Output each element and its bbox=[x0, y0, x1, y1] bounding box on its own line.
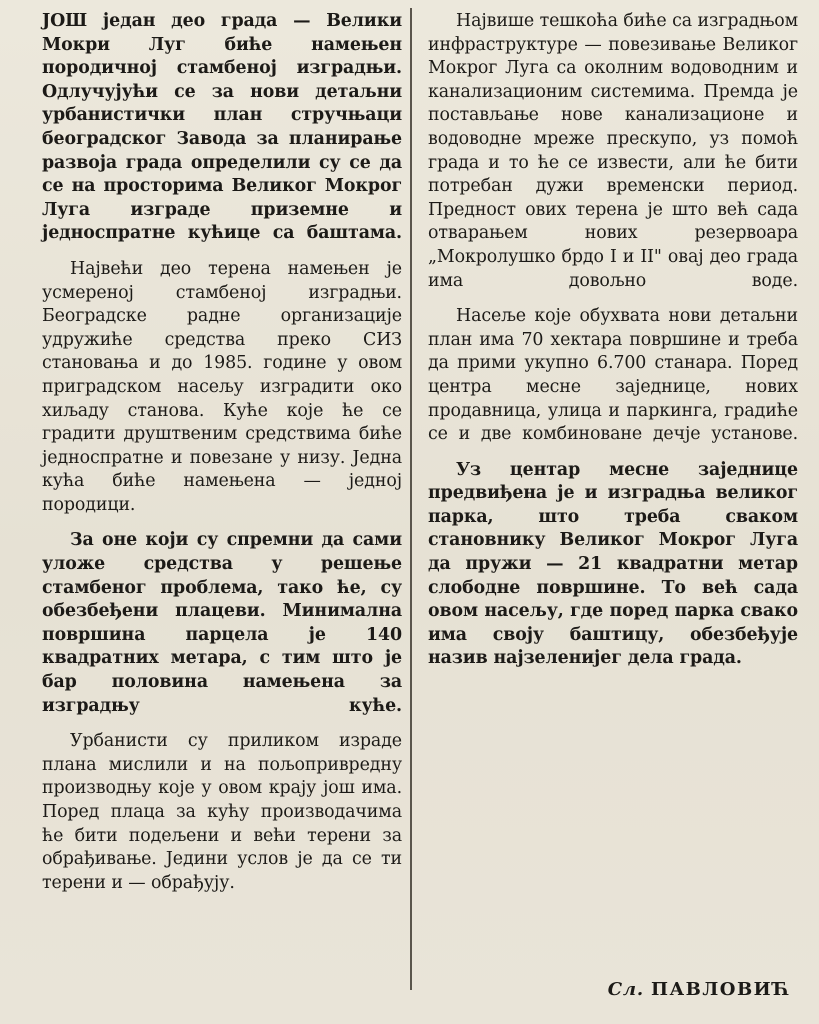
signature-name: ПАВЛОВИЋ bbox=[650, 979, 791, 1000]
author-signature bbox=[608, 979, 791, 1000]
paragraph-agriculture: Урбанисти су приликом израде плана мислили и на пољопривредну производњу које у овом крају још има. Поред плаца за кућу производачима ће бити подељени и већи терени за обрађивање. Једини услов је да се ти терени и — обрађују. bbox=[42, 731, 402, 893]
column-divider bbox=[410, 8, 412, 990]
signature-prefix: Сл. bbox=[607, 979, 644, 1000]
left-column bbox=[42, 10, 402, 895]
paragraph-plots: За оне који су спремни да сами уложе средства у решење стамбеног проблема, тако ће, су обезбеђени плацеви. Минимална површина парцела је 140 квадратних метара, с тим што је бар половина намењена за изградњу куће. bbox=[42, 530, 402, 716]
paragraph-park: Уз центар месне заједнице предвиђена је и изградња великог парка, што треба сваком становнику Великог Мокрог Луга да пружи — 21 квадратни метар слободне површине. То већ сада овом насељу, где поред парка свако има своју баштицу, обезбеђује назив најзеленијег дела града. bbox=[428, 459, 798, 669]
paragraph-intro: ЈОШ један део града — Велики Мокри Луг биће намењен породичној стамбеној изградњи. Одлучујући се за нови детаљни урбанистички план стручњаци београдског Завода за планирање развоја града определили су се да се на просторима Великог Мокрог Луга изграде приземне и једноспратне кућице са баштама. bbox=[42, 11, 402, 244]
right-column bbox=[428, 10, 798, 671]
paragraph-housing: Највећи део терена намењен је усмереној стамбеној изградњи. Београдске радне организације удружиће средства преко СИЗ становања и до 1985. године у овом приградском насељу изградити око хиљаду станова. Куће које ће се градити друштвеним средствима биће једноспратне и повезане у низу. Једна кућа биће намењена — једној породици. bbox=[42, 258, 402, 515]
paragraph-infrastructure: Највише тешкоћа биће са изградњом инфраструктуре — повезивање Великог Мокрог Луга са околним водоводним и канализационим системима. Премда је постављање нове канализационе и водоводне мреже прескупо, уз помоћ града и то ће се извести, али ће бити потребан дужи временски период. Предност ових терена је што већ сада отварањем нових резервоара „Мокролушко брдо I и II" овај део града има довољно воде. bbox=[428, 11, 798, 291]
paragraph-settlement: Насеље које обухвата нови детаљни план има 70 хектара површине и треба да прими укупно 6.700 станара. Поред центра месне заједнице, нових продавница, улица и паркинга, градиће се и две комбиноване дечје установе. bbox=[428, 306, 798, 445]
